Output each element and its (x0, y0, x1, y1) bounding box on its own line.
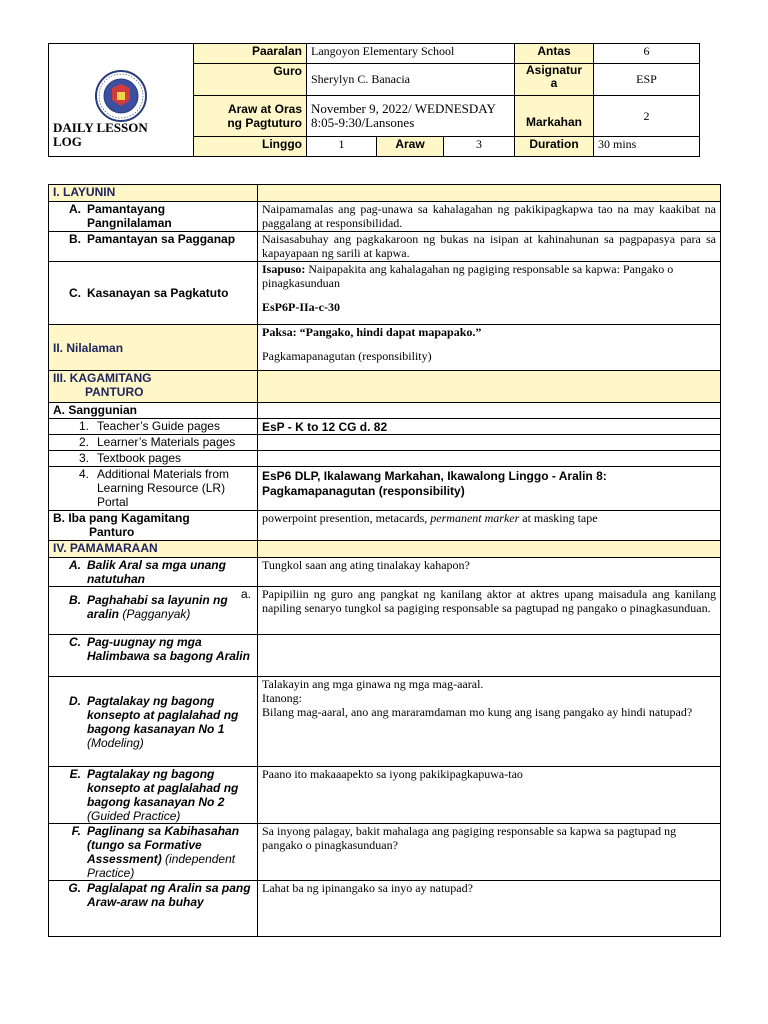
school-value: Langoyon Elementary School (307, 44, 515, 64)
section-pamamaraan-blank (258, 541, 721, 558)
row-pagtalakay-2: E. Pagtalakay ng bagong konsepto at paglalahad ng bagong kasanayan No 2 (Guided Practice) (49, 767, 258, 824)
teacher-value: Sherylyn C. Banacia (307, 64, 515, 96)
datetime-value: November 9, 2022/ WEDNESDAY 8:05-9:30/Lansones (307, 96, 515, 137)
section-layunin-blank (258, 185, 721, 202)
quarter-label: Markahan (515, 96, 594, 137)
grade-label: Antas (515, 44, 594, 64)
week-value: 1 (307, 137, 377, 157)
row-pamantayan-sa-pagganap: B. Pamantayan sa Pagganap (49, 232, 258, 262)
teacher-label: Guro (194, 64, 307, 96)
document-title: DAILY LESSON LOG (53, 120, 148, 149)
competency-code: EsP6P-IIa-c-30 (262, 300, 340, 314)
row-additional-materials: 4. Additional Materials from Learning Resource (LR) Portal (49, 467, 258, 511)
school-label: Paaralan (194, 44, 307, 64)
duration-label: Duration (515, 137, 594, 157)
nilalaman-value: Paksa: “Pangako, hindi dapat mapapako.” Pagkamapanagutan (responsibility) (258, 325, 721, 371)
textbook-value (258, 451, 721, 467)
row-balik-aral: A. Balik Aral sa mga unang natutuhan (49, 558, 258, 587)
learners-materials-value (258, 435, 721, 451)
day-value: 3 (444, 137, 515, 157)
paglalapat-value: Lahat ba ng ipinangako sa inyo ay natupad? (258, 881, 721, 937)
row-iba-pang-kagamitan: B. Iba pang Kagamitang Panturo (49, 511, 258, 541)
row-paglalapat: G. Paglalapat ng Aralin sa pang Araw-araw na buhay (49, 881, 258, 937)
additional-materials-value: EsP6 DLP, Ikalawang Markahan, Ikawalong Linggo - Aralin 8: Pagkamapanagutan (responsibility) (258, 467, 721, 511)
paglinang-value: Sa inyong palagay, bakit mahalaga ang pagiging responsable sa kapwa sa pagtupad ng pangako o pinagkasunduan? (258, 824, 721, 881)
row-pagtalakay-1: D. Pagtalakay ng bagong konsepto at paglalahad ng bagong kasanayan No 1 (Modeling) (49, 677, 258, 767)
pag-uugnay-value (258, 635, 721, 677)
row-textbook: 3. Textbook pages (49, 451, 258, 467)
datetime-label: Araw at Oras ng Pagtuturo (194, 96, 307, 137)
row-paghahabi: a. B. Paghahabi sa layunin ng aralin (Pagganyak) (49, 587, 258, 635)
duration-value: 30 mins (594, 137, 700, 157)
iba-pang-kagamitan-value: powerpoint presention, metacards, permanent marker at masking tape (258, 511, 721, 541)
teachers-guide-value: EsP - K to 12 CG d. 82 (258, 419, 721, 435)
paghahabi-value: Papipiliin ng guro ang pangkat ng kanilang aktor at aktres upang maisadula ang kanilang napiling senaryo tungkol sa pagiging responsable sa pagtupad ng pangako o pinagkasunduan. (258, 587, 721, 635)
subject-value: ESP (594, 64, 700, 96)
day-label: Araw (377, 137, 444, 157)
sanggunian-blank (258, 403, 721, 419)
lesson-plan-table (48, 184, 721, 937)
row-pag-uugnay: C. Pag-uugnay ng mga Halimbawa sa bagong Aralin (49, 635, 258, 677)
section-kagamitang-panturo: III. KAGAMITANG PANTURO (49, 371, 258, 403)
row-pamantayang-pangnilalaman: A. Pamantayang Pangnilalaman (49, 202, 258, 232)
pamantayang-pangnilalaman-value: Naipamamalas ang pag-unawa sa kahalagahan ng pakikipagkapwa tao na may kaakibat na paggalang at responsibilidad. (258, 202, 721, 232)
section-nilalaman: II. Nilalaman (49, 325, 258, 371)
row-learners-materials: 2. Learner’s Materials pages (49, 435, 258, 451)
quarter-value: 2 (594, 96, 700, 137)
pagtalakay-1-value: Talakayin ang mga ginawa ng mga mag-aaral. Itanong: Bilang mag-aaral, ano ang mararamdaman mo kung ang isang pangako ay hindi natupad? (258, 677, 721, 767)
header-table (48, 43, 700, 157)
pagtalakay-2-value: Paano ito makaaapekto sa iyong pakikipagkapuwa-tao (258, 767, 721, 824)
subject-label: Asignatur a (515, 64, 594, 96)
pamantayan-sa-pagganap-value: Naisasabuhay ang pagkakaroon ng bukas na isipan at kahinahunan sa pagpapasya para sa kapayapaan ng sarili at kapwa. (258, 232, 721, 262)
section-pamamaraan: IV. PAMAMARAAN (49, 541, 258, 558)
logo-cell (49, 44, 194, 157)
section-kagamitan-blank (258, 371, 721, 403)
grade-value: 6 (594, 44, 700, 64)
balik-aral-value: Tungkol saan ang ating tinalakay kahapon? (258, 558, 721, 587)
deped-seal-icon (81, 70, 161, 122)
kasanayan-sa-pagkatuto-value: Isapuso: Naipapakita ang kahalagahan ng pagiging responsable sa kapwa: Pangako o pinagkasunduan EsP6P-IIa-c-30 (258, 262, 721, 325)
week-label: Linggo (194, 137, 307, 157)
row-teachers-guide: 1. Teacher’s Guide pages (49, 419, 258, 435)
sanggunian-label: A. Sanggunian (49, 403, 258, 419)
section-layunin: I. LAYUNIN (49, 185, 258, 202)
row-kasanayan-sa-pagkatuto: C. Kasanayan sa Pagkatuto (49, 262, 258, 325)
row-paglinang: F. Paglinang sa Kabihasahan (tungo sa Formative Assessment) (independent Practice) (49, 824, 258, 881)
